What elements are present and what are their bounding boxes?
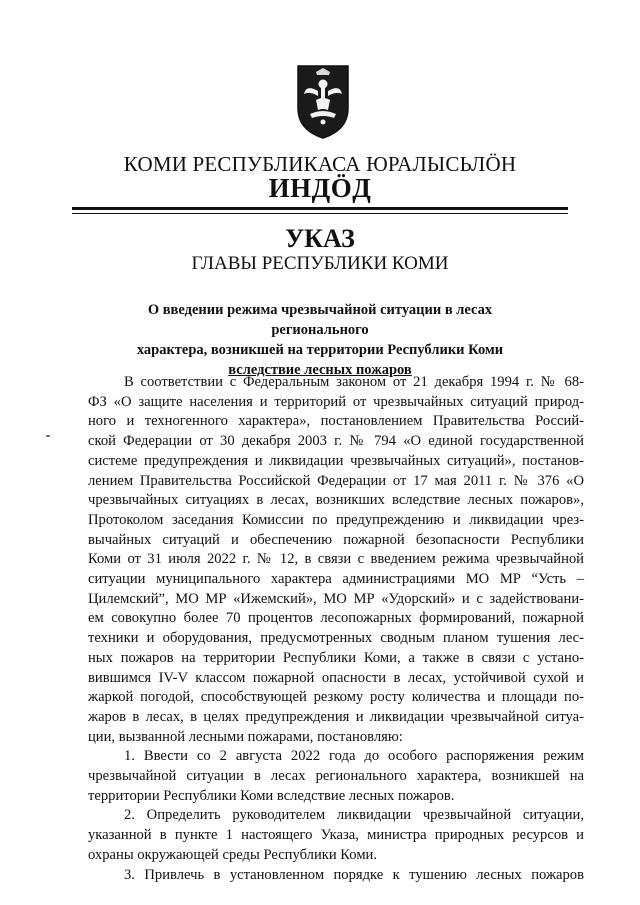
body-line: вившимся IV-V классом пожарной опасности в лесах, устойчивой сухой и bbox=[88, 669, 584, 686]
clause-line: чрезвычайной ситуации в лесах регионального характера, возникшей на bbox=[88, 768, 584, 785]
document-title bbox=[100, 300, 540, 380]
body-line: ного и техногенного характера», постановлением Правительства Россий- bbox=[88, 413, 584, 430]
scan-artifact bbox=[46, 435, 50, 437]
body-line: ции, вызванной лесными пожарами, постановляю: bbox=[88, 728, 403, 745]
coat-of-arms-emblem bbox=[296, 64, 350, 140]
clause-line: территории Республики Коми вследствие лесных пожаров. bbox=[88, 787, 455, 804]
title-line: характера, возникшей на территории Республики Коми bbox=[136, 342, 504, 358]
body-line: чрезвычайных ситуациях в лесах, возникших вследствие лесных пожаров», bbox=[88, 492, 584, 509]
document-issuer: ГЛАВЫ РЕСПУБЛИКИ КОМИ bbox=[191, 253, 449, 274]
document-body bbox=[88, 373, 584, 885]
body-line: ных пожаров на территории Республики Коми, а также в связи с устано- bbox=[88, 649, 584, 666]
header-divider-thick bbox=[72, 207, 568, 210]
title-line: О введении режима чрезвычайной ситуации в лесах регионального bbox=[147, 302, 493, 338]
body-line: жаров в лесах, в целях предупреждения и ликвидации чрезвычайной ситуа- bbox=[88, 708, 584, 725]
body-line: ФЗ «О защите населения и территорий от чрезвычайных ситуаций природ- bbox=[88, 393, 584, 410]
body-line: Цилемский”, МО МР «Ижемский», МО МР «Удорский» и с задействовани- bbox=[88, 590, 584, 607]
document-type: УКАЗ bbox=[285, 224, 355, 253]
body-line: ем совокупно более 70 процентов лесопожарных формирований, пожарной bbox=[88, 610, 584, 627]
clause-line: охраны окружающей среды Республики Коми. bbox=[88, 846, 378, 863]
body-line: системе предупреждения и ликвидации чрезвычайных ситуаций», постанов- bbox=[88, 452, 584, 469]
body-line: лением Правительства Российской Федерации от 17 мая 2011 г. № 376 «О bbox=[88, 472, 584, 489]
document-type-komi: ИНДӦД bbox=[268, 173, 372, 203]
body-line: В соответствии с Федеральным законом от 21 декабря 1994 г. № 68- bbox=[124, 374, 584, 390]
body-line: вычайных ситуаций и обеспечению пожарной безопасности Республики bbox=[88, 531, 584, 548]
body-line: ской Федерации от 30 декабря 2003 г. № 794 «О единой государственной bbox=[88, 433, 584, 450]
header-divider-thin bbox=[72, 213, 568, 214]
clause-line: указанной в пункте 1 настоящего Указа, министра природных ресурсов и bbox=[88, 827, 584, 844]
body-line: техники и оборудования, предусмотренных сводным планом тушения лес- bbox=[88, 630, 584, 647]
body-line: Коми от 31 июля 2022 г. № 12, в связи с введением режима чрезвычайной bbox=[88, 551, 584, 568]
title-line-underlined: вследствие лесных пожаров bbox=[228, 362, 412, 378]
clause-line: 3. Привлечь в установленном порядке к тушению лесных пожаров bbox=[124, 866, 584, 883]
body-line: ситуации муниципального характера администрациями МО МР “Усть – bbox=[88, 571, 584, 588]
body-line: Протоколом заседания Комиссии по предупреждению и ликвидации чрез- bbox=[88, 511, 584, 528]
republic-header-komi: КОМИ РЕСПУБЛИКАСА ЮРАЛЫСЬЛӦН bbox=[123, 152, 517, 176]
body-line: жаркой погодой, способствующей резкому росту количества и площади по- bbox=[88, 689, 584, 706]
clause-line: 1. Ввести со 2 августа 2022 года до особого распоряжения режим bbox=[124, 748, 584, 765]
clause-line: 2. Определить руководителем ликвидации чрезвычайной ситуации, bbox=[124, 807, 584, 824]
